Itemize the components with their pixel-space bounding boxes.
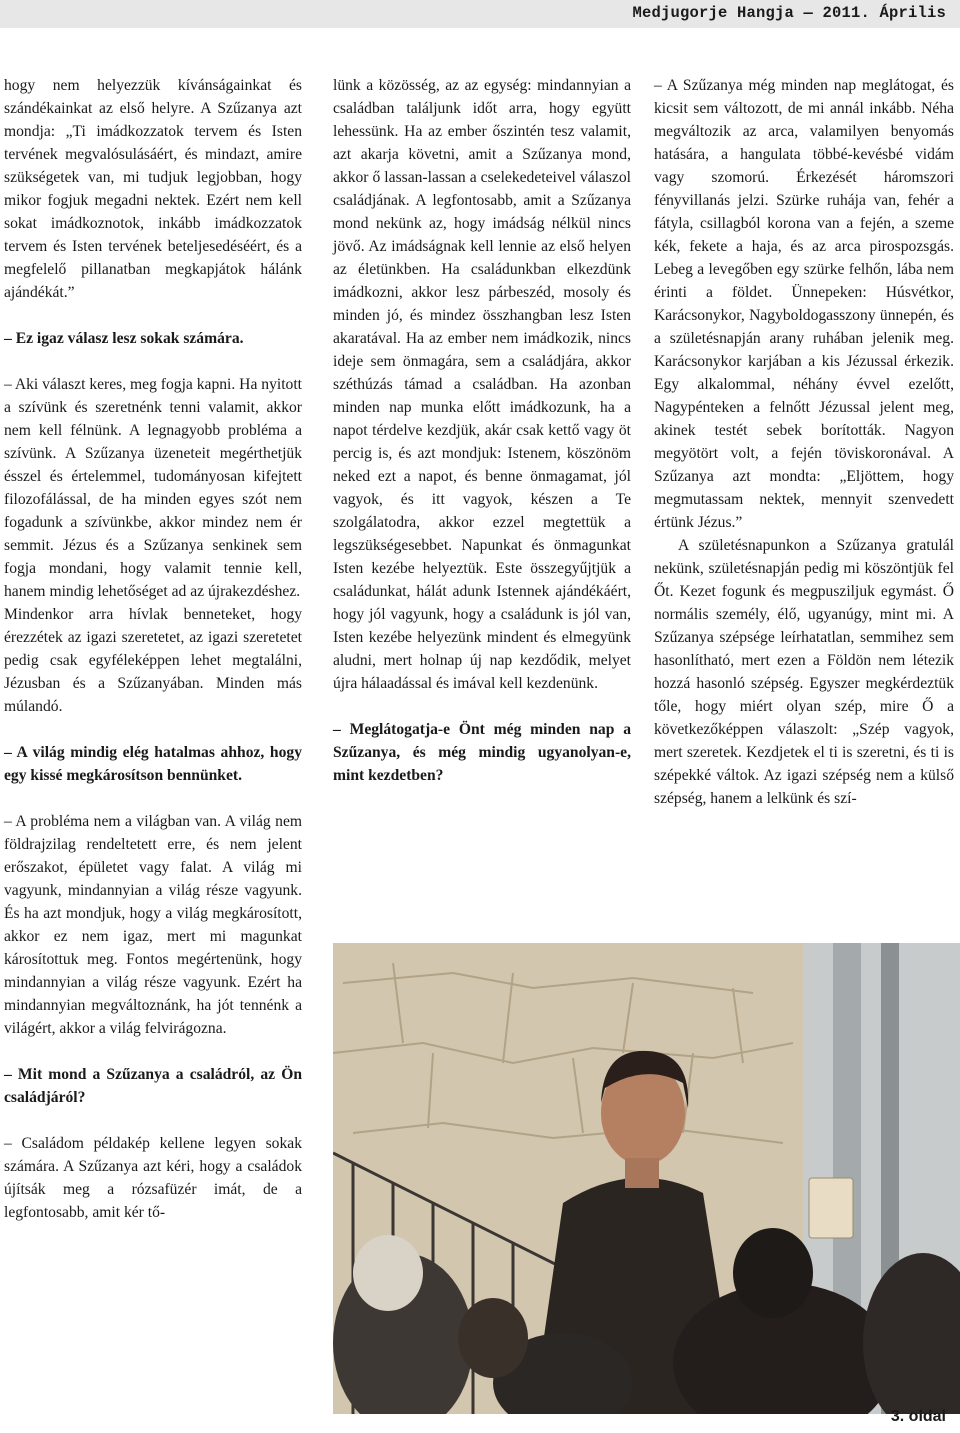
text-column-3 <box>654 74 954 810</box>
interview-question: – Mit mond a Szűzanya a családról, az Ön családjáról? <box>4 1066 302 1106</box>
article-photo <box>333 943 960 1414</box>
paragraph: hogy nem helyezzük kívánságainkat és szándékainkat az első helyre. A Szűzanya azt mondja: „Ti imádkozzatok tervem és Isten tervének megvalósulásáért, és mindazt, amire szükségetek van, mi tudjuk legjobban, hogy mikor fogjuk megadni nektek. Ezért nem kell sokat imádkoznotok, inkább imádkozzatok tervem és Isten tervének beteljesedéséért, és a megfelelő pillanatban megkapjátok hálánk ajándékát.” <box>4 77 302 301</box>
paragraph: – A probléma nem a világban van. A világ nem földrajzilag rendeltetett erre, és nem jelent erőszakot, épületet vagy falat. A világ mi vagyunk, mindannyian a világ része vagyunk. És ha azt mondjuk, hogy a világ megkárosított, akkor ez nem igaz, mert mi magunkat károsítottuk meg. Fontos megértenünk, hogy mindannyian a világ része vagyunk. Ezért ha mindannyian megváltoznánk, ha jót tennénk a világért, akkor a világ felvirágozna. <box>4 813 302 1037</box>
paragraph: lünk a közösség, az az egység: mindannyian a családban találjunk időt arra, hogy együtt lehessünk. Ha az ember őszintén tesz valamit, azt akarja követni, amit a Szűzanya mond, akkor ő lassan-lassan a cselekedeteivel válaszol családjának. A legfontosabb, amit a Szűzanya mond nekünk az, hogy imádság nélkül nincs jövő. Az imádságnak kell lennie az első helyen az életünkben. Ha családunkban elkezdünk imádkozni, akkor lesz párbeszéd, mosoly és minden jó, és mindez összhangban lesz Isten akaratával. Ha az ember nem imádkozik, nincs ideje sem önmagára, sem a családjára, akkor széthúzás támad a családban. Ha azonban minden nap munka előtt imádkozunk, ha a napot térdelve kezdjük, akár csak kettő vagy öt percig is, és azt mondjuk: Istenem, köszönöm neked ezt a napot, és benne önmagamat, jól vagyok, és itt vagyok, készen a Te szolgálatodra, akkor ezzel megtettük a legszükségesebbet. Napunkat és önmagunkat Isten kezébe helyeztük. Este összegyűjtjük a családunkat, hálát adunk Istennek ajándékáért, hogy jól vagyunk, hogy a családunk is jól van, Isten kezébe helyezünk mindent és elmegyünk aludni, mert holnap új nap kezdődik, melyet újra hálaadással és imával kell kezdenünk. <box>333 77 631 692</box>
text-column-2 <box>333 74 631 787</box>
magazine-title: Medjugorje Hangja — 2011. Április <box>632 4 946 22</box>
paragraph: Mindenkor arra hívlak benneteket, hogy érezzétek az igazi szeretetet, az igazi szeretetet pedig csak egyféleképpen lehet megtalálni, Jézusban és a Szűzanyában. Minden más múlandó. <box>4 606 302 715</box>
page-header <box>0 0 960 28</box>
page-number: 3. oldal <box>890 1408 946 1425</box>
paragraph: – A Szűzanya még minden nap meglátogat, és kicsit sem változott, de mi annál inkább. Néha megváltozik az arca, valamilyen benyomás hatására, a hangulata többé-kevésbé vidám vagy szomorú. Érkezését háromszori fényvillanás jelzi. Szürke ruhája van, fehér a fátyla, csillagból korona van a fején, a szeme kék, fekete a haja, és az arca pirospozsgás. Lebeg a levegőben egy szürke felhőn, lába nem érinti a földet. Ünnepeken: Húsvétkor, Karácsonykor, Nagyboldogasszony ünnepén, és a születésnapján arany ruhában jelenik meg. Karácsonykor karjában a kis Jézussal érkezik. Egy alkalommal, néhány évvel ezelőtt, Nagypénteken a felnőtt Jézussal jelent meg, akinek testét sebek borították. Nagyon megyötört volt, a fején töviskoronával. A Szűzanya azt mondta: „Eljöttem, hogy megmutassam nektek, mennyit szenvedett értünk Jézus.” <box>654 77 954 531</box>
text-column-1 <box>4 74 302 1224</box>
paragraph: A születésnapunkon a Szűzanya gratulál nekünk, születésnapján pedig mi köszöntjük fel Őt. Kezet fogunk és megpusziljuk egymást. Ő normális személy, élő, ugyanúgy, mint mi. A Szűzanya szépsége leírhatatlan, semmihez sem hasonlítható, mert ezen a Földön nem létezik hozzá hasonló szépség. Egyszer megkérdeztük tőle, hogy miért olyan szép, mire Ő a következőképpen válaszolt: „Szép vagyok, mert szeretek. Kezdjetek el ti is szeretni, és ti is szépekké váltok. Az igazi szépség nem a külső szépség, hanem a lelkünk és szí- <box>654 537 954 807</box>
paragraph: – Családom példakép kellene legyen sokak számára. A Szűzanya azt kéri, hogy a családok újítsák meg a rózsafüzér imát, de a legfontosabb, amit kér tő- <box>4 1135 302 1221</box>
interview-question: – A világ mindig elég hatalmas ahhoz, hogy egy kissé megkárosítson bennünket. <box>4 744 302 784</box>
interview-question: – Ez igaz válasz lesz sokak számára. <box>4 330 244 347</box>
paragraph: – Aki választ keres, meg fogja kapni. Ha nyitott a szívünk és szeretnénk tenni valamit, akkor nem kell félnünk. A legnagyobb probléma a szívünk. A Szűzanya üzeneteit megérthetjük ésszel és értelemmel, tudományosan kifejtett filozofálással, de ha minden egyes szót nem fogadunk a szívünkbe, akkor mindez nem ér semmit. Jézus és a Szűzanya senkinek sem fogja mondani, hogy valamit tennie kell, hanem mindig lehetőséget ad az újrakezdéshez. <box>4 376 302 600</box>
interview-question: – Meglátogatja-e Önt még minden nap a Szűzanya, és még mindig ugyanolyan-e, mint kezdetben? <box>333 721 631 784</box>
